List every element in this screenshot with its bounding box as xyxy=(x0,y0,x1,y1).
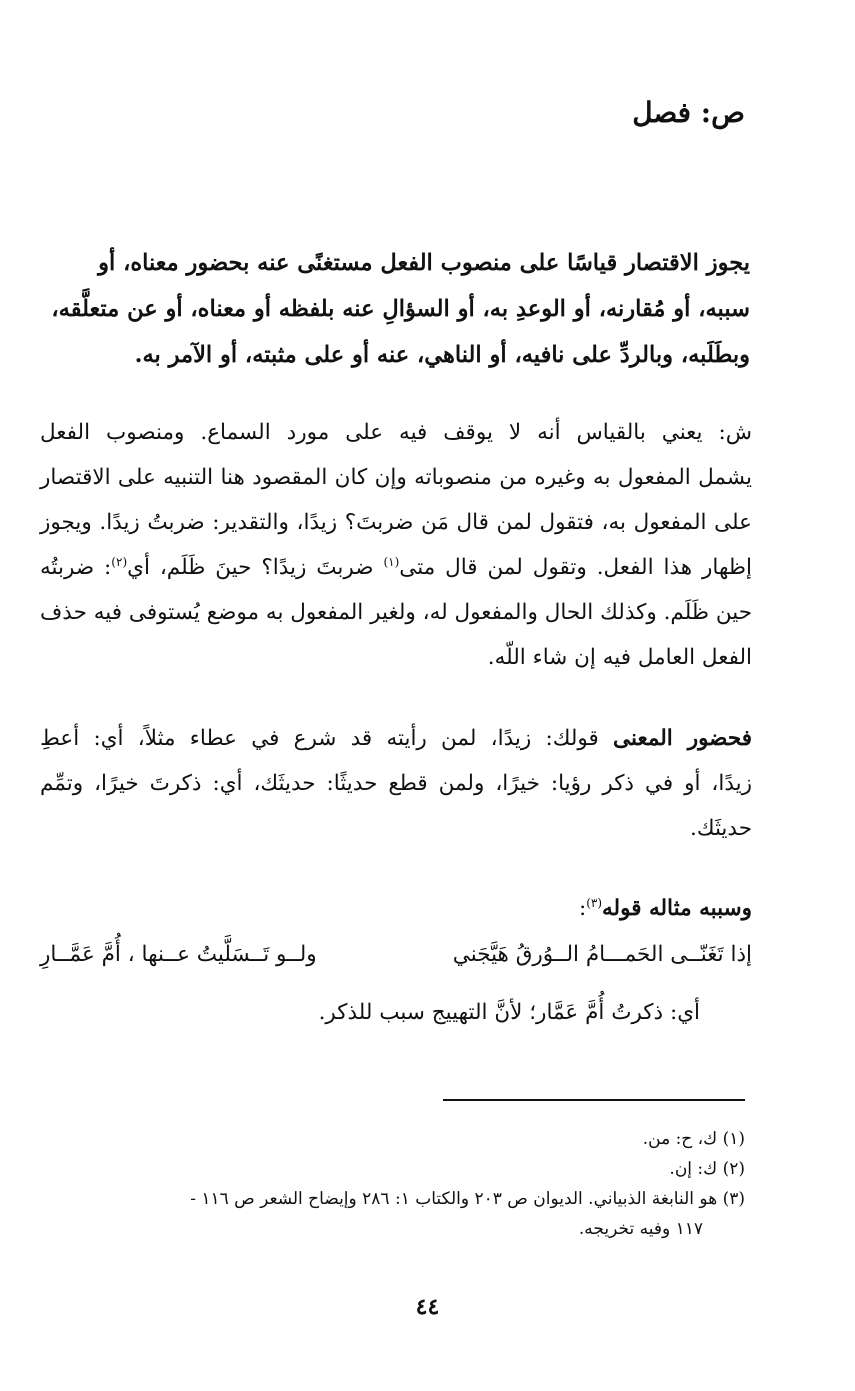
presence-line: حديثَك. xyxy=(689,816,752,841)
cause-intro xyxy=(40,886,752,931)
footnote-ref: (١) xyxy=(383,554,400,569)
page-number: ٤٤ xyxy=(415,1294,440,1320)
commentary-paragraph xyxy=(40,410,752,680)
commentary-line: ش: يعني بالقياس أنه لا يوقف فيه على مورد السماع. ومنصوب الفعل xyxy=(40,420,752,445)
verse-explanation xyxy=(40,990,700,1035)
presence-lead: فحضور المعنى xyxy=(613,726,752,751)
explanation-line: أي: ذكرتُ أُمَّ عَمَّار؛ لأنَّ التهييج سبب للذكر. xyxy=(318,1000,700,1025)
presence-text: قولك: زيدًا، لمن رأيته قد شرع في عطاء مثلاً، أي: أعطِ xyxy=(40,726,614,751)
footnote-divider xyxy=(443,1099,745,1101)
footnotes xyxy=(20,1124,745,1244)
verse-first-hemistich: إذا تَغَنّــى الحَمـــامُ الــوُرقُ هَيَّجَني xyxy=(452,942,752,967)
footnote: (٢) ك: إن. xyxy=(669,1159,745,1179)
footnote: (١) ك، ح: من. xyxy=(642,1129,745,1149)
presence-line xyxy=(40,716,752,761)
rule-line: يجوز الاقتصار قياسًا على منصوب الفعل مستغنًى عنه بحضور معناه، أو xyxy=(98,250,750,276)
commentary-text: إظهار هذا الفعل. وتقول لمن قال متى xyxy=(399,555,752,580)
footnote: (٣) هو النابغة الذبياني. الديوان ص ٢٠٣ والكتاب ١: ٢٨٦ وإيضاح الشعر ص ١١٦ - xyxy=(190,1189,745,1209)
presence-line: زيدًا، أو في ذكر رؤيا: خيرًا، ولمن قطع حديثًا: حديثَك، أي: ذكرتَ خيرًا، وتمِّم xyxy=(40,771,752,796)
footnote-ref: (٣) xyxy=(586,895,603,910)
commentary-line: على المفعول به، فتقول لمن قال مَن ضربتَ؟ زيدًا، والتقدير: ضربتُ زيدًا. ويجوز xyxy=(40,510,752,535)
commentary-text: : ضربتُه xyxy=(40,555,112,580)
cause-intro-text: وسببه مثاله قوله xyxy=(602,896,752,921)
presence-paragraph xyxy=(40,716,752,851)
commentary-line: الفعل العامل فيه إن شاء اللّه. xyxy=(487,645,752,670)
commentary-line: حين ظَلَم. وكذلك الحال والمفعول له، ولغير المفعول به موضع يُستوفى فيه حذف xyxy=(40,600,752,625)
cause-intro-line xyxy=(40,886,752,931)
rule-line: وبطَلَبه، وبالردِّ على نافيه، أو الناهي، عنه أو على مثبته، أو الآمر به. xyxy=(134,342,750,368)
commentary-text: ضربتَ زيدًا؟ حينَ ظَلَم، أي xyxy=(127,555,384,580)
poetry-verse xyxy=(40,932,752,978)
footnote-ref: (٢) xyxy=(111,554,128,569)
verse-second-hemistich: ولــو تَــسَلَّيتُ عــنها ، أُمَّ عَمَّــارِ xyxy=(40,942,317,967)
commentary-line xyxy=(40,545,752,590)
rule-text xyxy=(40,240,750,378)
cause-colon: : xyxy=(578,896,587,921)
section-heading: ص: فصل xyxy=(632,96,745,129)
commentary-line: يشمل المفعول به وغيره من منصوباته وإن كان المقصود هنا التنبيه على الاقتصار xyxy=(40,465,752,490)
footnote-continuation: ١١٧ وفيه تخريجه. xyxy=(578,1219,703,1239)
rule-line: سببه، أو مُقارنه، أو الوعدِ به، أو السؤالِ عنه بلفظه أو معناه، أو عن متعلَّقه، xyxy=(51,296,750,322)
